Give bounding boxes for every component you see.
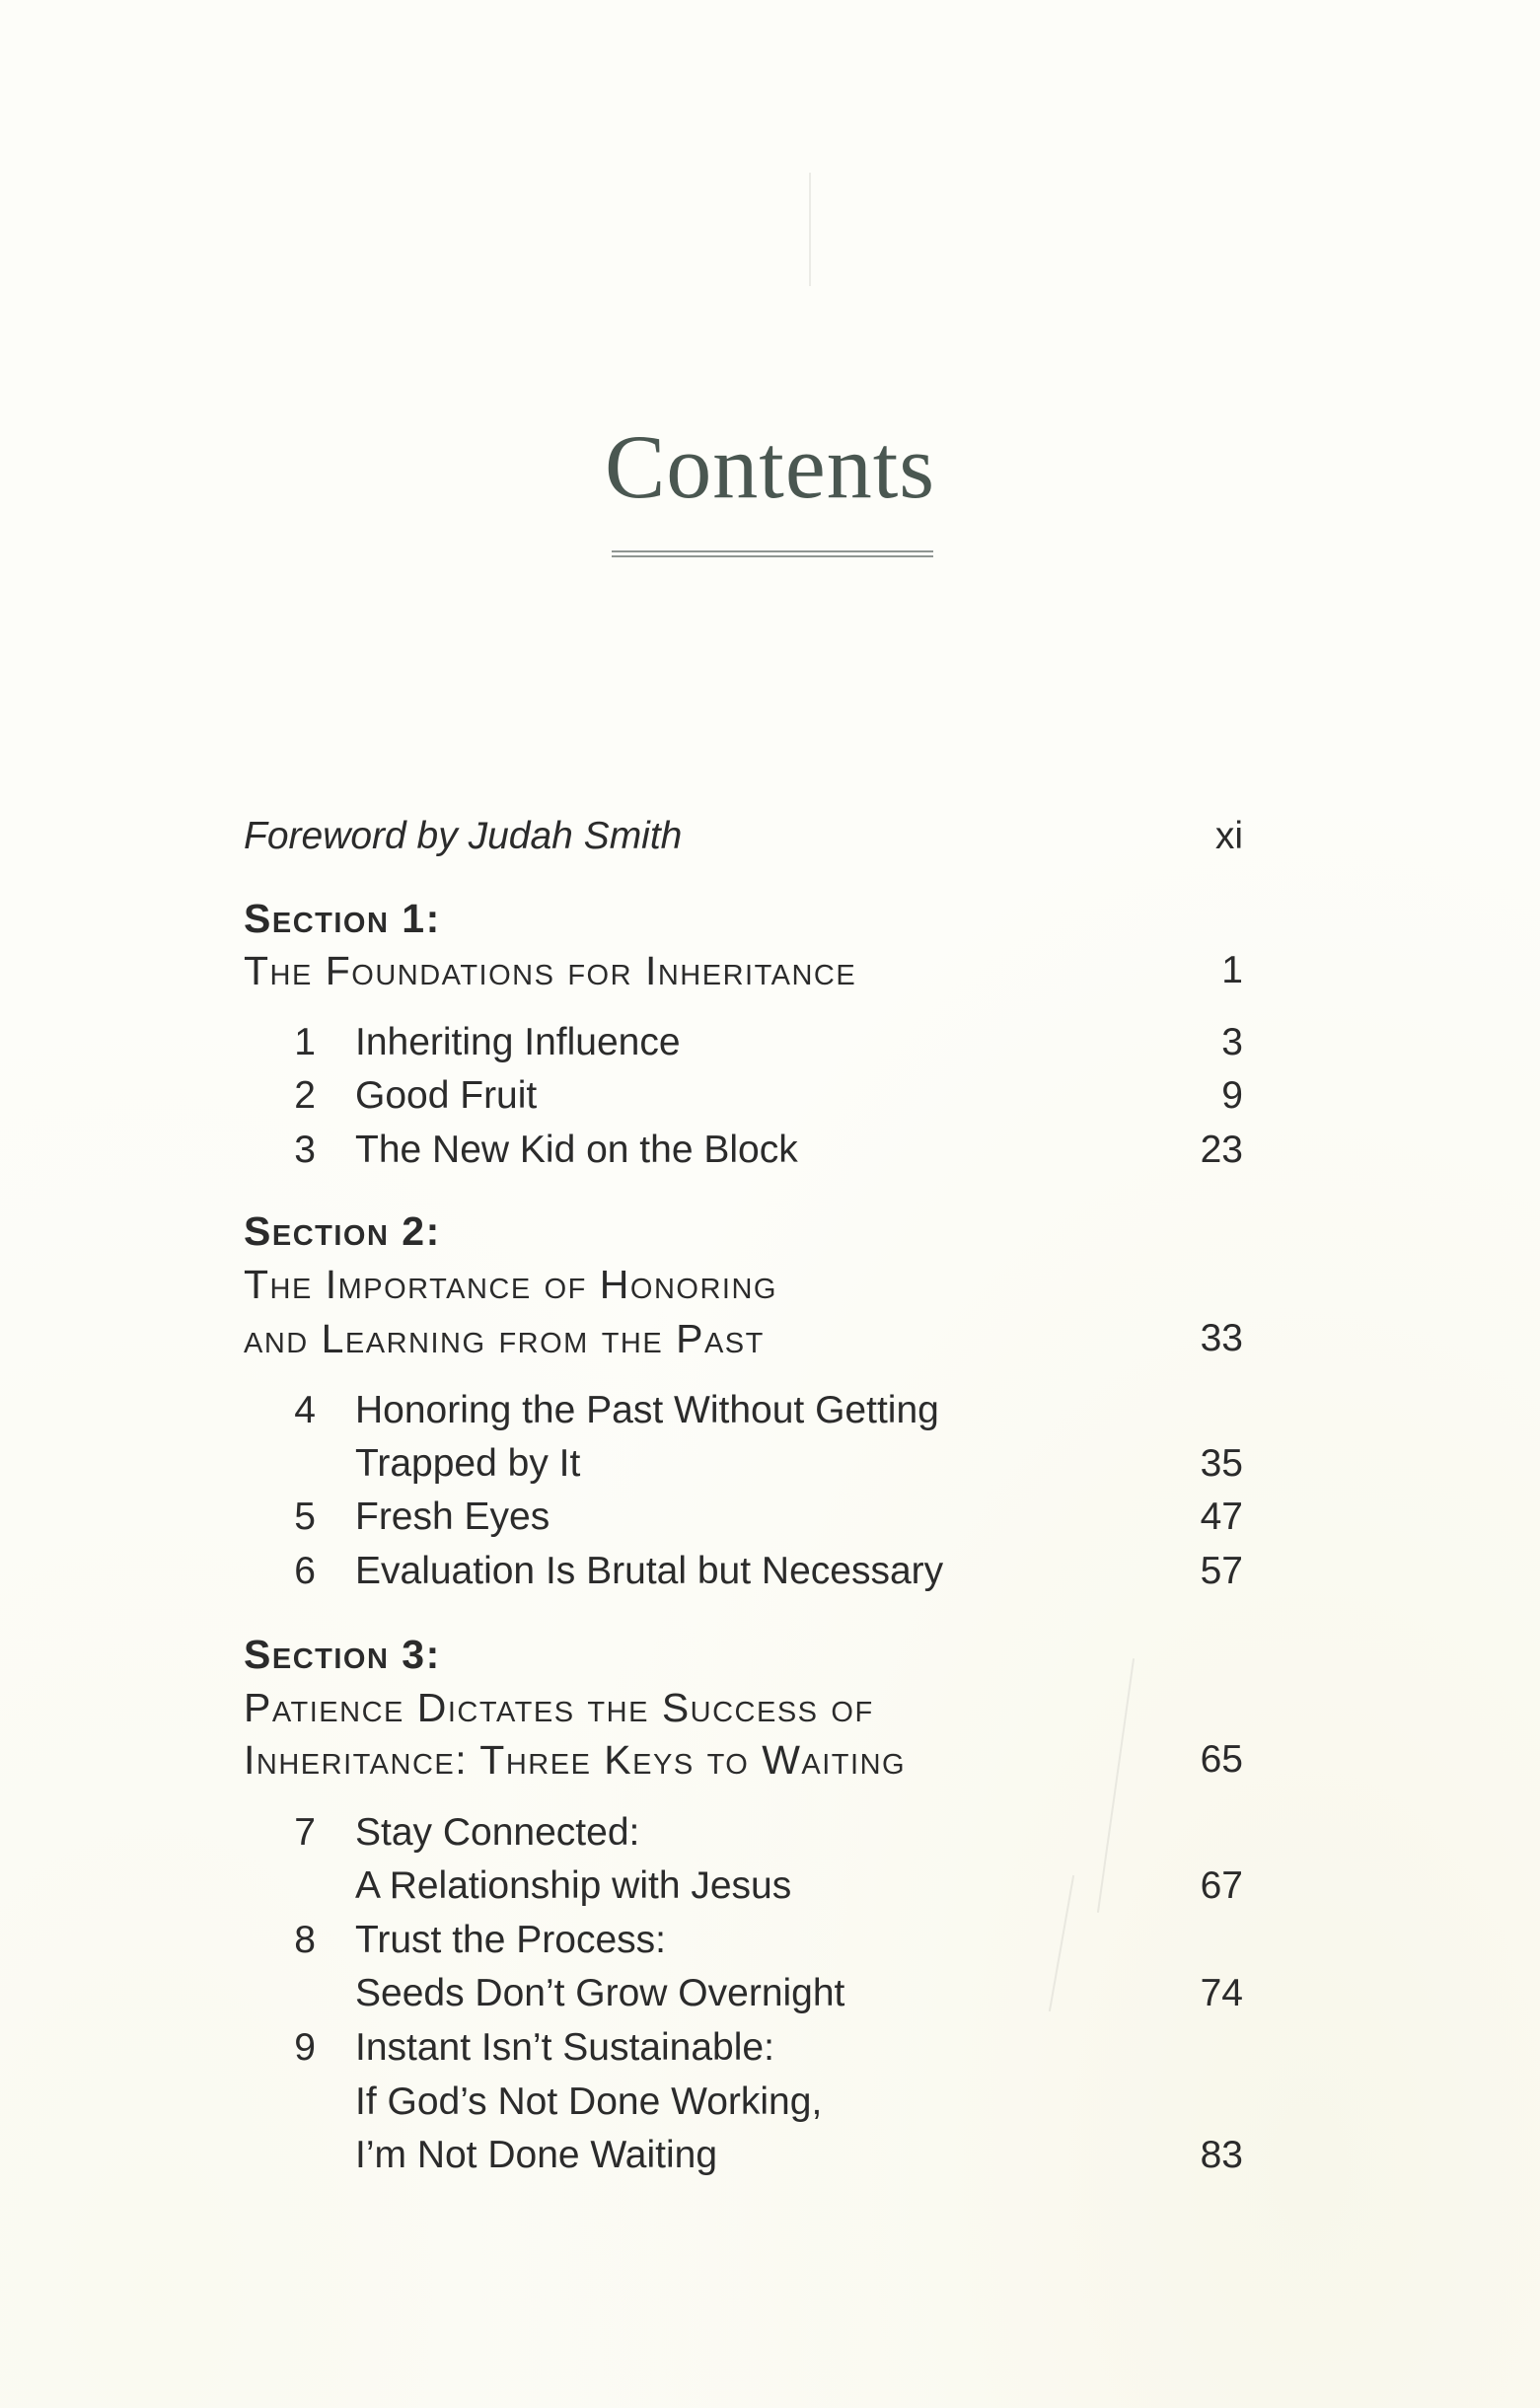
chapter-number: 5 [294,1496,316,1538]
toc-entry-chapter-5[interactable] [244,1491,1243,1544]
toc-entry-chapter-4[interactable] [244,1384,1243,1437]
toc-entry-chapter-9-end[interactable] [244,2129,1243,2182]
toc-entry-chapter-2[interactable] [244,1069,1243,1123]
page-number: 74 [1200,1972,1243,2014]
section-label: Section 1: [244,896,441,941]
chapter-title: Trust the Process: [355,1919,666,1961]
chapter-title: Honoring the Past Without Getting [355,1389,939,1431]
chapter-number: 2 [294,1074,316,1117]
toc-entry-chapter-4-cont[interactable] [244,1437,1243,1491]
toc-entry-foreword[interactable] [244,810,1243,863]
page-number: 83 [1200,2134,1243,2176]
section-title: Inheritance: Three Keys to Waiting [244,1737,907,1783]
toc-entry-chapter-6[interactable] [244,1545,1243,1598]
chapter-title: If God’s Not Done Working, [355,2080,823,2123]
toc-entry-section-1[interactable] [244,944,1243,997]
chapter-number: 9 [294,2026,316,2069]
chapter-number: 6 [294,1550,316,1592]
chapter-title: Stay Connected: [355,1811,640,1854]
page-number: 57 [1200,1550,1243,1592]
toc-entry-chapter-1[interactable] [244,1016,1243,1069]
page-number: 23 [1200,1129,1243,1171]
chapter-title: Fresh Eyes [355,1496,550,1538]
scan-artifact [809,173,811,286]
foreword-label: Foreword by Judah Smith [244,815,683,857]
section-title: Patience Dictates the Success of [244,1685,874,1730]
toc-entry-chapter-9[interactable] [244,2021,1243,2075]
toc-entry-section-2[interactable] [244,1312,1243,1365]
chapter-title: I’m Not Done Waiting [355,2134,718,2176]
page-title: Contents [604,416,936,517]
toc-entry-chapter-8[interactable] [244,1914,1243,1967]
toc-entry-chapter-7-cont[interactable] [244,1860,1243,1913]
page-number: 3 [1221,1021,1243,1063]
section-title: and Learning from the Past [244,1316,765,1361]
chapter-number: 8 [294,1919,316,1961]
toc-entry-chapter-3[interactable] [244,1124,1243,1177]
toc-entry-section-3[interactable] [244,1733,1243,1787]
page-number: 67 [1200,1864,1243,1907]
chapter-title: Evaluation Is Brutal but Necessary [355,1550,944,1592]
toc-entry-chapter-9-cont[interactable] [244,2076,1243,2129]
toc-entry-chapter-7[interactable] [244,1806,1243,1860]
title-double-rule [612,550,933,557]
page-number: 65 [1200,1738,1243,1781]
toc-entry-chapter-8-cont[interactable] [244,1967,1243,2020]
page-number: xi [1214,815,1243,857]
page-number: 33 [1200,1317,1243,1359]
chapter-title: Good Fruit [355,1074,538,1117]
section-1-label-row [244,892,1243,945]
chapter-number: 7 [294,1811,316,1854]
section-3-title-row[interactable] [244,1681,1243,1734]
chapter-title: Trapped by It [355,1442,581,1485]
section-label: Section 3: [244,1632,441,1677]
section-2-label-row [244,1204,1243,1258]
chapter-title: Instant Isn’t Sustainable: [355,2026,774,2069]
section-title: The Foundations for Inheritance [244,948,857,993]
chapter-title: Inheriting Influence [355,1021,681,1063]
page-number: 9 [1221,1074,1243,1117]
page-number: 47 [1200,1496,1243,1538]
page-number: 1 [1221,949,1243,991]
section-title: The Importance of Honoring [244,1262,777,1307]
chapter-number: 4 [294,1389,316,1431]
chapter-number: 3 [294,1129,316,1171]
chapter-number: 1 [294,1021,316,1063]
chapter-title: A Relationship with Jesus [355,1864,792,1907]
section-3-label-row [244,1628,1243,1681]
page-number: 35 [1200,1442,1243,1485]
section-2-title-row[interactable] [244,1258,1243,1311]
chapter-title: Seeds Don’t Grow Overnight [355,1972,845,2014]
section-label: Section 2: [244,1208,441,1254]
chapter-title: The New Kid on the Block [355,1129,798,1171]
